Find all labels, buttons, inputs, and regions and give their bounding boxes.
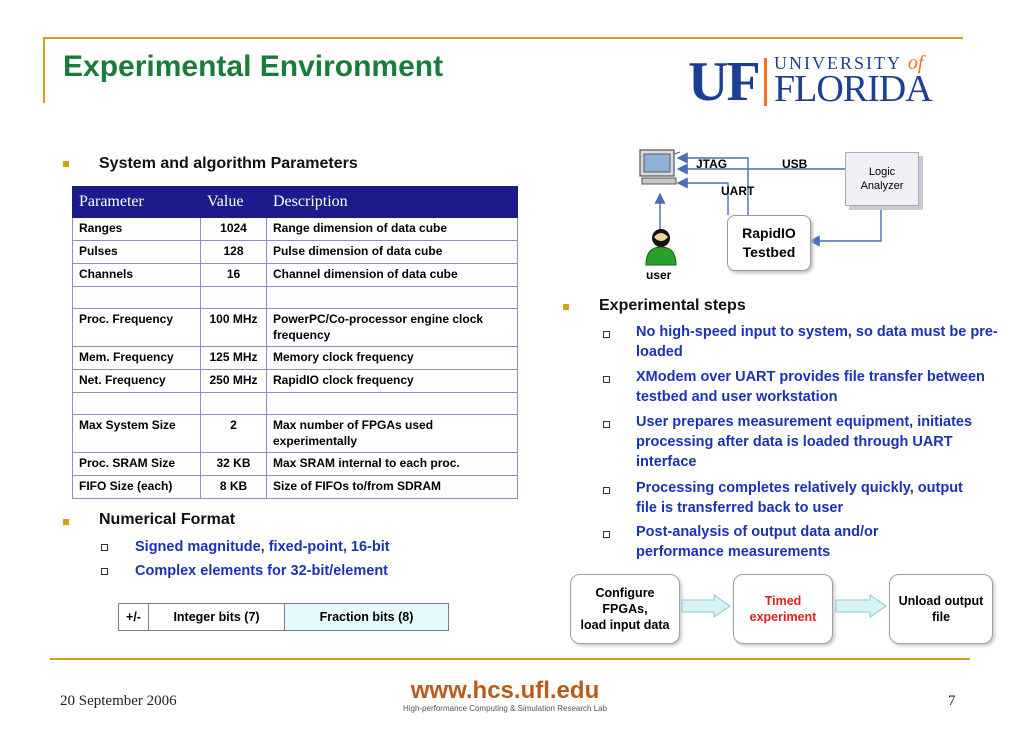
cell-parameter: Proc. Frequency [73, 309, 201, 347]
cell-description [267, 287, 518, 309]
footer-divider [50, 658, 970, 660]
flow-box-timed-line1: Timed [764, 594, 802, 608]
cell-value [201, 393, 267, 415]
sub-bullet-complex: Complex elements for 32-bit/element [135, 563, 389, 579]
cell-value: 100 MHz [201, 309, 267, 347]
table-row [73, 393, 518, 415]
label-uart: UART [721, 184, 755, 198]
cell-description: PowerPC/Co-processor engine clock frequency [267, 309, 518, 347]
label-usb: USB [782, 157, 808, 171]
cell-parameter: FIFO Size (each) [73, 476, 201, 499]
flow-box-timed [733, 574, 833, 644]
bullet-marker [63, 519, 69, 525]
cell-parameter: Max System Size [73, 415, 201, 453]
bullet-numerical-format: Numerical Format [99, 511, 236, 528]
cell-value: 2 [201, 415, 267, 453]
bullet-marker [63, 161, 69, 167]
bullet-system-params: System and algorithm Parameters [99, 155, 358, 172]
slide-title: Experimental Environment [63, 50, 444, 83]
flow-box-configure [570, 574, 680, 644]
table-row [73, 287, 518, 309]
cell-description: Pulse dimension of data cube [267, 241, 518, 264]
uf-logo [688, 51, 973, 113]
step-item: XModem over UART provides file transfer between testbed and user workstation [636, 369, 985, 405]
step-item: User prepares measurement equipment, initiates processing after data is loaded through UART interface [636, 414, 973, 470]
table-row [73, 347, 518, 370]
computer-icon [638, 148, 682, 190]
frame-left-line [43, 37, 45, 103]
logo-divider [764, 58, 767, 106]
cell-value: 16 [201, 264, 267, 287]
cell-description: RapidIO clock frequency [267, 370, 518, 393]
flow-box-unload [889, 574, 993, 644]
cell-description: Size of FIFOs to/from SDRAM [267, 476, 518, 499]
cell-parameter: Channels [73, 264, 201, 287]
step-item: Processing completes relatively quickly, output file is transferred back to user [636, 480, 963, 516]
step-item: No high-speed input to system, so data must be pre-loaded [636, 324, 998, 360]
sub-bullet-marker [603, 531, 610, 538]
logic-analyzer-box [845, 152, 919, 206]
analyzer-line1: Logic [868, 166, 896, 178]
sub-bullet-signed: Signed magnitude, fixed-point, 16-bit [135, 539, 390, 555]
flow-arrow-icon [680, 594, 732, 618]
frame-top-line [43, 37, 963, 39]
table-row [73, 309, 518, 347]
table-row [73, 218, 518, 241]
testbed-line1: RapidIO [742, 225, 796, 241]
cell-parameter [73, 393, 201, 415]
sub-bullet-marker [603, 331, 610, 338]
label-user: user [646, 268, 672, 282]
testbed-line2: Testbed [742, 244, 796, 260]
cell-description: Max number of FPGAs used experimentally [267, 415, 518, 453]
table-row [73, 476, 518, 499]
flow-box-configure-line3: load input data [580, 618, 670, 632]
table-row [73, 370, 518, 393]
cell-description: Channel dimension of data cube [267, 264, 518, 287]
analyzer-line [810, 204, 881, 241]
bit-fraction: Fraction bits (8) [285, 604, 448, 630]
logo-uf-text: UF [688, 51, 759, 113]
logo-university-text: UNIVERSITY of [774, 52, 924, 74]
table-header-row [73, 187, 518, 218]
flow-box-configure-line2: FPGAs, [602, 602, 648, 616]
cell-value: 250 MHz [201, 370, 267, 393]
table-row [73, 264, 518, 287]
flow-arrow-icon [834, 594, 888, 618]
header-parameter: Parameter [73, 187, 201, 218]
cell-parameter: Pulses [73, 241, 201, 264]
footer-date: 20 September 2006 [60, 693, 177, 709]
cell-value: 32 KB [201, 453, 267, 476]
bit-sign: +/- [119, 604, 149, 630]
label-jtag: JTAG [696, 157, 728, 171]
user-icon [643, 227, 679, 267]
cell-description: Memory clock frequency [267, 347, 518, 370]
logo-florida-text: FLORIDA [774, 68, 932, 110]
cell-value [201, 287, 267, 309]
rapidio-testbed-box [727, 215, 811, 271]
flow-box-unload-line2: file [931, 610, 951, 624]
footer-lab-name: High-performance Computing & Simulation Research Lab [402, 704, 608, 713]
cell-value: 8 KB [201, 476, 267, 499]
flow-box-configure-line1: Configure [595, 586, 655, 600]
cell-value: 125 MHz [201, 347, 267, 370]
cell-value: 1024 [201, 218, 267, 241]
flow-box-unload-line1: Unload output [898, 594, 984, 608]
page-number: 7 [948, 693, 956, 709]
header-value: Value [201, 187, 267, 218]
bit-integer: Integer bits (7) [149, 604, 285, 630]
sub-bullet-marker [603, 421, 610, 428]
sub-bullet-marker [101, 568, 108, 575]
cell-parameter: Ranges [73, 218, 201, 241]
table-row [73, 415, 518, 453]
step-item: Post-analysis of output data and/or performance measurements [636, 524, 879, 560]
cell-parameter: Proc. SRAM Size [73, 453, 201, 476]
parameters-table [72, 186, 518, 499]
bullet-marker [563, 304, 569, 310]
sub-bullet-marker [101, 544, 108, 551]
cell-parameter [73, 287, 201, 309]
cell-value: 128 [201, 241, 267, 264]
header-description: Description [267, 187, 518, 218]
bullet-experimental-steps: Experimental steps [599, 297, 746, 314]
cell-description [267, 393, 518, 415]
cell-parameter: Net. Frequency [73, 370, 201, 393]
sub-bullet-marker [603, 487, 610, 494]
sub-bullet-marker [603, 376, 610, 383]
flow-box-timed-line2: experiment [749, 610, 817, 624]
analyzer-line2: Analyzer [860, 180, 904, 192]
bit-field-diagram [118, 603, 449, 631]
cell-description: Range dimension of data cube [267, 218, 518, 241]
table-row [73, 241, 518, 264]
table-row [73, 453, 518, 476]
cell-description: Max SRAM internal to each proc. [267, 453, 518, 476]
footer-url: www.hcs.ufl.edu [410, 677, 600, 704]
cell-parameter: Mem. Frequency [73, 347, 201, 370]
